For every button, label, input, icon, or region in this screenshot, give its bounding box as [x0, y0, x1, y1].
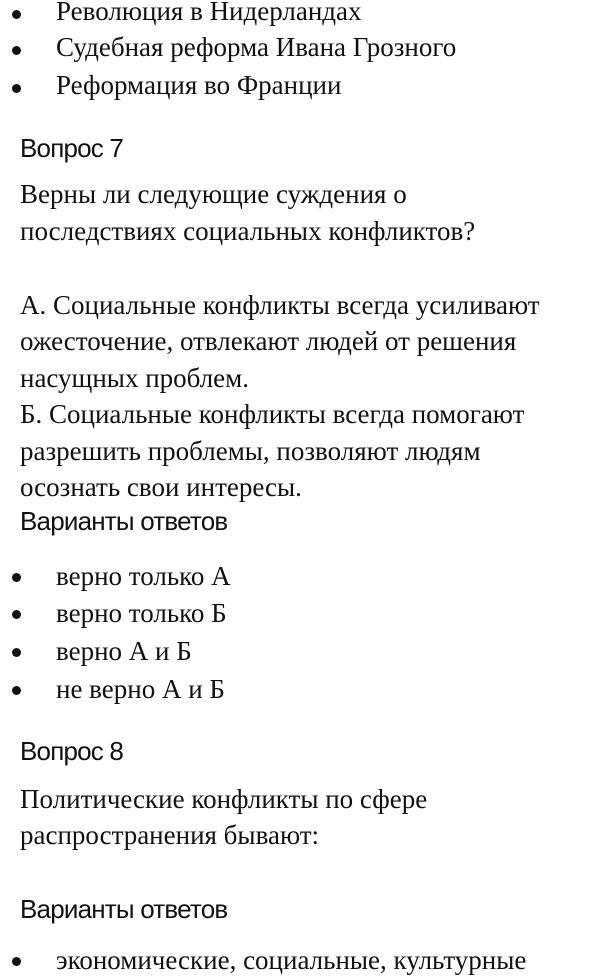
statement-line: ожесточение, отвлекают людей от решения — [20, 326, 517, 356]
bullet-icon — [12, 957, 21, 966]
statement-line: осознать свои интересы. — [20, 472, 302, 502]
answer-option-label: не верно А и Б — [56, 674, 225, 704]
answer-option-label: экономические, социальные, культурные — [56, 945, 527, 975]
bullet-icon — [12, 686, 21, 695]
question-7-text-line: Верны ли следующие суждения о — [20, 179, 407, 209]
bullet-icon — [12, 10, 21, 19]
answers-heading: Варианты ответов — [20, 506, 228, 536]
answers-heading: Варианты ответов — [20, 894, 228, 924]
answer-option-label: верно А и Б — [56, 636, 192, 666]
bullet-icon — [12, 648, 21, 657]
list-item-label: Реформация во Франции — [56, 70, 342, 100]
bullet-icon — [12, 610, 21, 619]
statement-line: насущных проблем. — [20, 363, 249, 393]
question-7-text-line: последствиях социальных конфликтов? — [20, 216, 476, 246]
list-item-label: Революция в Нидерландах — [56, 0, 362, 26]
question-8-text-line: Политические конфликты по сфере — [20, 784, 428, 814]
question-7-title: Вопрос 7 — [20, 133, 124, 163]
bullet-icon — [12, 573, 21, 582]
bullet-icon — [12, 84, 21, 93]
question-8-title: Вопрос 8 — [20, 736, 124, 766]
question-8-text-line: распространения бывают: — [20, 820, 320, 850]
answer-option-label: верно только Б — [56, 598, 227, 628]
statement-line: А. Социальные конфликты всегда усиливают — [20, 290, 540, 320]
statement-line: разрешить проблемы, позволяют людям — [20, 436, 481, 466]
statement-line: Б. Социальные конфликты всегда помогают — [20, 399, 525, 429]
bullet-icon — [12, 46, 21, 55]
list-item-label: Судебная реформа Ивана Грозного — [56, 32, 457, 62]
answer-option-label: верно только А — [56, 561, 231, 591]
